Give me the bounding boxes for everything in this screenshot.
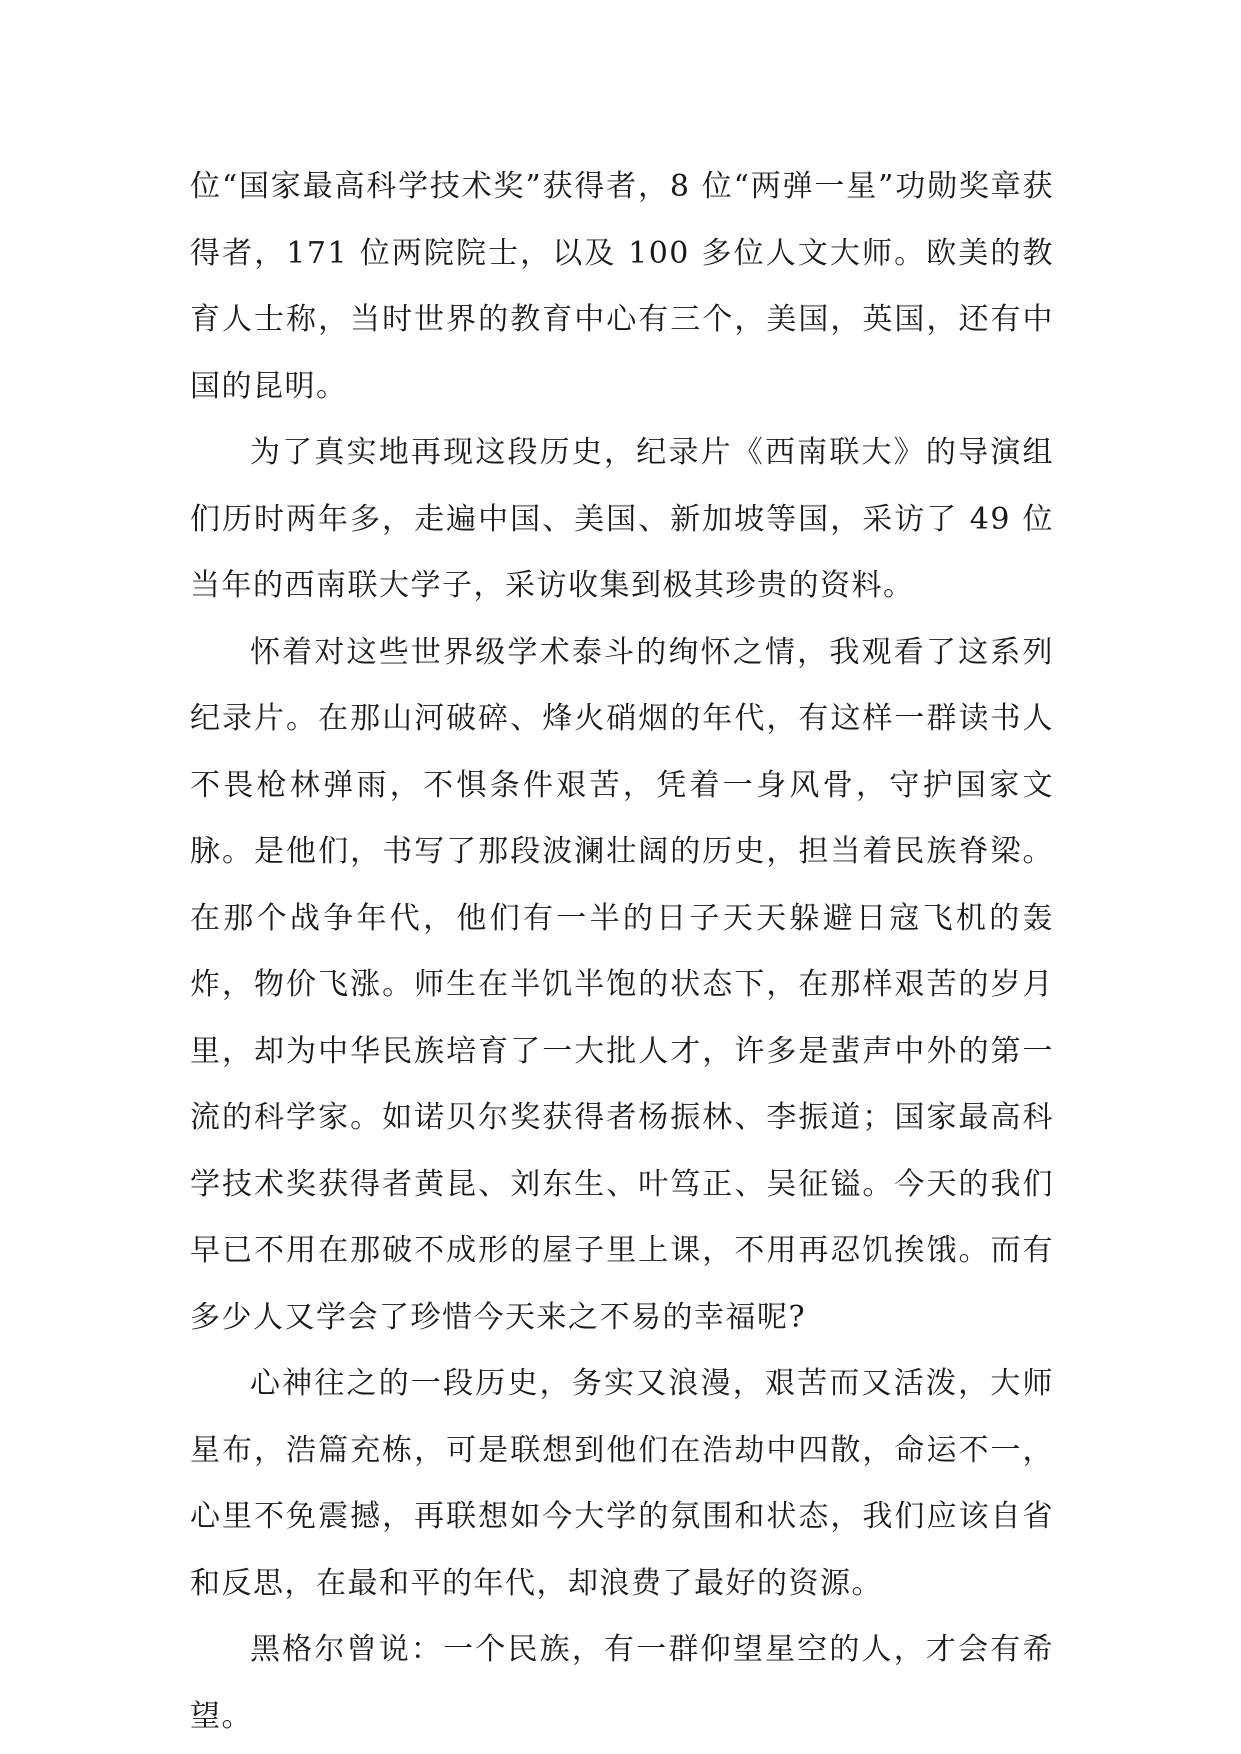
paragraph-5: 黑格尔曾说：一个民族，有一群仰望星空的人，才会有希望。 (190, 1632, 1054, 1734)
paragraph-4: 心神往之的一段历史，务实又浪漫，艰苦而又活泼，大师星布，浩篇充栋，可是联想到他们在浩劫中四散，命运不一，心里不免震撼，再联想如今大学的氛围和状态，我们应该自省和反思，在最和平的年代，却浪费了最好的资源。 (190, 1366, 1054, 1601)
document-body (190, 154, 1054, 1750)
paragraph-1: 位“国家最高科学技术奖”获得者，8 位“两弹一星”功勋奖章获得者，171 位两院院士，以及 100 多位人文大师。欧美的教育人士称，当时世界的教育中心有三个，美国，英国，还有中国的昆明。 (190, 169, 1054, 404)
paragraph-2: 为了真实地再现这段历史，纪录片《西南联大》的导演组们历时两年多，走遍中国、美国、新加坡等国，采访了 49 位当年的西南联大学子，采访收集到极其珍贵的资料。 (190, 435, 1054, 603)
paragraph-3: 怀着对这些世界级学术泰斗的绚怀之情，我观看了这系列纪录片。在那山河破碎、烽火硝烟的年代，有这样一群读书人不畏枪林弹雨，不惧条件艰苦，凭着一身风骨，守护国家文脉。是他们，书写了那段波澜壮阔的历史，担当着民族脊梁。在那个战争年代，他们有一半的日子天天躲避日寇飞机的轰炸，物价飞涨。师生在半饥半饱的状态下，在那样艰苦的岁月里，却为中华民族培育了一大批人才，许多是蜚声中外的第一流的科学家。如诺贝尔奖获得者杨振林、李振道；国家最高科学技术奖获得者黄昆、刘东生、叶笃正、吴征镒。今天的我们早已不用在那破不成形的屋子里上课，不用再忍饥挨饿。而有多少人又学会了珍惜今天来之不易的幸福呢? (190, 634, 1054, 1335)
